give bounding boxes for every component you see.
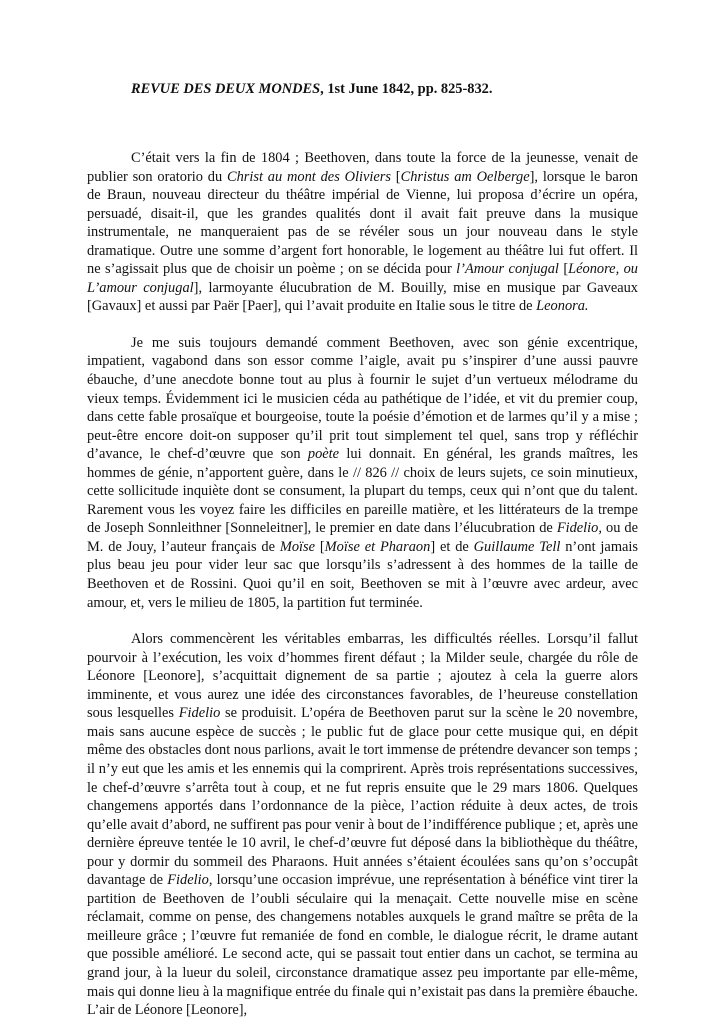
body-text: C’était vers la fin de 1804 ; Beethoven, dans toute la force de la jeunesse, venait de publier son oratorio du — [87, 150, 638, 185]
body-text: Je me suis toujours demandé comment Beethoven, avec son génie excentrique, impatient, vagabond dans son essor comme l’aigle, avait pu s’inspirer d’une aussi pauvre ébauche, d’une anecdote bonne tout au plus à fournir le sujet d’un vertueux mélodrame du vieux temps. Évidemment ici le musicien céda au pathétique de l’idée, et vit du premier coup, dans cette fable prosaïque et bourgeoise, toute la poésie d’émotion et de larmes qu’il y a mise ; peut-être encore doit-on supposer qu’il prit tout simplement tel quel, sans trop y réfléchir d’avance, le chef-d’œuvre que son — [87, 334, 638, 463]
italic-title-text: Guillaume Tell — [473, 538, 561, 555]
document-page — [87, 79, 638, 1020]
journal-title: REVUE DES DEUX MONDES — [131, 81, 321, 97]
italic-title-text: Leonora. — [536, 298, 589, 315]
body-text: ou de M. de Jouy, l’auteur français de — [87, 520, 638, 555]
body-text: ], larmoyante élucubration de M. Bouilly, mise en musique par Gaveaux [Gavaux] et aussi par Paër [Paer], qui l’avait produite en Italie sous le titre de — [87, 279, 638, 315]
italic-title-text: Christ au mont des Oliviers — [226, 168, 391, 185]
publication-details: , 1st June 1842, pp. 825-832. — [320, 81, 493, 97]
document-heading — [131, 79, 638, 99]
italic-title-text: Fidelio — [167, 872, 209, 889]
body-text: n’ont jamais plus beau jeu pour vider leur sac que lorsqu’ils s’adressent à des hommes de la taille de Beethoven et de Rossini. Quoi qu’il en soit, Beethoven se mit à l’œuvre avec ardeur, avec amour, et, vers le milieu de 1805, la partition fut terminée. — [87, 538, 639, 611]
paragraph-3 — [87, 630, 638, 1019]
body-text: [ — [558, 261, 569, 278]
paragraph-2 — [87, 334, 638, 612]
italic-title-text: poète — [307, 446, 340, 463]
italic-title-text: Moïse et Pharaon — [324, 538, 431, 555]
body-text: ] et de — [430, 538, 474, 555]
italic-title-text: Moïse — [279, 538, 316, 555]
body-text: [ — [315, 538, 325, 555]
italic-title-text: Christus am Oelberge — [400, 168, 530, 185]
italic-title-text: Fidelio — [178, 705, 221, 722]
italic-title-text: l’Amour conjugal — [456, 261, 559, 278]
body-text: se produisit. L’opéra de Beethoven parut sur la scène le 20 novembre, mais sans aucune espèce de succès ; le public fut de glace pour cette musique qui, en dépit même des obstacles dont nous parlions, avait le tort immense de prétendre devancer son temps ; il n’y eut que les amis et les ennemis qui la comprirent. Après trois représentations successives, le chef-d’œuvre s’arrêta tout à coup, et ne fut repris ensuite que le 29 mars 1806. Quelques changemens apportés dans l’ordonnance de la pièce, l’action réduite à deux actes, de trois qu’elle avait d’abord, ne suffirent pas pour venir à bout de l’indifférence publique ; et, après une dernière épreuve tentée le 10 avril, le chef-d’œuvre fut déposé dans la bibliothèque du théâtre, pour y dormir du sommeil des Pharaons. Huit années s’étaient écoulées sans qu’on s’occupât davantage de — [87, 705, 638, 889]
body-text: ], lorsque le baron de Braun, nouveau directeur du théâtre impérial de Vienne, lui proposa d’écrire un opéra, persuadé, disait-il, que les grandes qualités dont il avait fait preuve dans la musique instrumentale, ne manqueraient pas de se révéler sous un jour nouveau dans le style dramatique. Outre une somme d’argent fort honorable, le logement au théâtre lui fut offert. Il ne s’agissait plus que de choisir un poème ; on se décida pour — [87, 168, 639, 278]
body-text: lui donnait. En général, les grands maîtres, les hommes de génie, n’apportent guère, dans le // 826 // choix de leurs sujets, ce soin minutieux, cette sollicitude inquiète dont se consument, la plupart du temps, ceux qui n’ont que du talent. Rarement vous les voyez faire les difficiles en pareille matière, et les littérateurs de la trempe de Joseph Sonnleithner [Sonneleitner], le premier en date dans l’élucubration de — [87, 446, 639, 537]
body-text: Alors commencèrent les véritables embarras, les difficultés réelles. Lorsqu’il fallut pourvoir à l’exécution, les voix d’hommes firent défaut ; la Milder seule, chargée du rôle de Léonore [Leonore], s’acquittait dignement de sa partie ; ajoutez à cela la guerre alors imminente, et vous aurez une idée des circonstances favorables, de l’heureuse constellation sous lesquelles — [87, 631, 638, 722]
body-text: [ — [390, 168, 401, 185]
italic-title-text: Fidelio, — [556, 520, 602, 537]
italic-title-text: Léonore, ou L’amour conjugal — [87, 261, 638, 296]
paragraph-1 — [87, 149, 638, 316]
body-text: , lorsqu’une occasion imprévue, une représentation à bénéfice vint tirer la partition de Beethoven de l’oubli séculaire qui la menaçait. Cette nouvelle mise en scène réclamait, comme on pense, des changemens notables auxquels le grand maître se prêta de la meilleure grâce ; l’œuvre fut remaniée de fond en comble, le dialogue récrit, le drame autant que possible amélioré. Le second acte, qui se passait tout entier dans un cachot, se termina au grand jour, à la lueur du soleil, circonstance dramatique assez peu importante par elle-même, mais qui donne lieu à la magnifique entrée du finale qui n’existait pas dans la première ébauche. L’air de Léonore [Leonore], — [87, 872, 638, 1019]
